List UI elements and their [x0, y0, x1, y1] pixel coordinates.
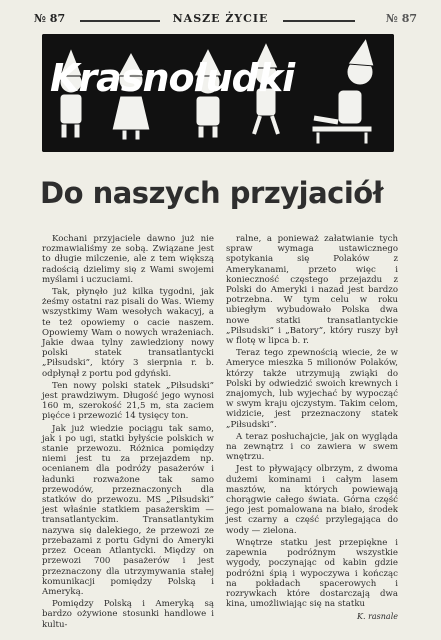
paragraph: Ten nowy polski statek „Piłsudski” jest prawdziwym. Długość jego wynosi 160 m, szerokość 21,5 m, sta zaciem pięćce i przewozić 14 tysięcy ton. [42, 380, 214, 422]
article-column-right [226, 234, 398, 623]
header-rule-right [283, 20, 355, 22]
paragraph: Wnętrze statku jest przepiękne i zapewnia podróżnym wszystkie wygody, poczynając od kabin gdzie podróżni śpią i wypoczywa i kończąc na pokładach spacerowych i rozrywkach które dostarczają dwa kina, umożliwiając się na statku [226, 537, 398, 610]
paragraph: A teraz posłuchajcie, jak on wygląda na zewnątrz i co zawiera w swem wnętrzu. [226, 431, 398, 463]
paragraph: Jak już wiedzie pociągu tak samo, jak i po ugi, statki byłyście polskich w stanie przewozu. Różnica pomiędzy niemi jest tu za przejazdem np. ocenianem dla podróży pasażerów i ładunki rozważone tak samo przewodów, przeznaczonych dla statków do przewozu. MS „Piłsudski” jest właśnie statkiem pasażerskim — transatlantyckim. Transatlantykim nazywa się dalekiego, że przewozi ze przebazami z portu Gdyni do Ameryki przez Ocean Atlantycki. Między on przewozi 700 pasażerów i jest przeznaczony dla utrzymywania stałej komunikacji pomiędzy Polską i Ameryką. [42, 423, 214, 597]
paragraph: Jest to pływający olbrzym, z dwoma dużemi kominami i całym lasem masztów, na których powiewają chorągwie całego świata. Górna część jego jest pomalowana na biało, środek jest czarny a część przylegająca do wody — zielona. [226, 464, 398, 536]
article-signature: K. rasnale [357, 612, 398, 622]
issue-number-left: № 87 [34, 12, 66, 25]
issue-number-right: № 87 [385, 12, 417, 25]
page-header [18, 12, 423, 28]
paragraph: Teraz tego zpewnością wiecie, że w Ameryce mieszka 5 milionów Polaków, którzy także utrzymują zwiąki do Polski by odwiedzić swoich krewnych i znajomych, lub wyjechać by wypocząć w swym kraju ojczystym. Takim celom, widzicie, jest przeznaczony statek „Piłsudski”. [226, 348, 398, 430]
krasnoludki-banner [42, 34, 394, 152]
banner-logo: Krasnoludki [50, 56, 295, 100]
article-column-left [42, 234, 214, 632]
publication-title: NASZE ŻYCIE [172, 12, 269, 25]
paragraph: Pomiędzy Polską i Ameryką są bardzo ożywione stosunki handlowe i kultu- [42, 599, 214, 630]
paragraph: Kochani przyjaciele dawno już nie rozmawialiśmy ze sobą. Związane jest to długie milczenie, ale z tem większą radością dzielimy się z Wami swojemi myślami i uczuciami. [42, 234, 214, 285]
paragraph: Tak, płynęło już kilka tygodni, jak żeśmy ostatni raz pisali do Was. Wiemy wszystkimy Wam wesołych wakacyj, a te też opowiemy o cacie naszem. Opowiemy Wam o nowych wrażeniach. Jakie dwaa tylny zawiedziony nowy polski statek transatlantycki „Piłsudski”, który 3 sierpnia r. b. odpłynął z portu pod gdyński. [42, 287, 214, 379]
paragraph: ralne, a ponieważ załatwianie tych spraw wymaga ustawicznego spotykania się Polaków z Amerykanami, przeto więc i konieczność częstego przejazdu z Polski do Ameryki i nazad jest bardzo potrzebna. W tym celu w roku ubiegłym wybudowało Polska dwa nowe statki transatlantyckie „Piłsudski” i „Batory”, który ruszy był w flotę w lipca b. r. [226, 234, 398, 347]
article-headline: Do naszych przyjaciół [40, 176, 383, 210]
